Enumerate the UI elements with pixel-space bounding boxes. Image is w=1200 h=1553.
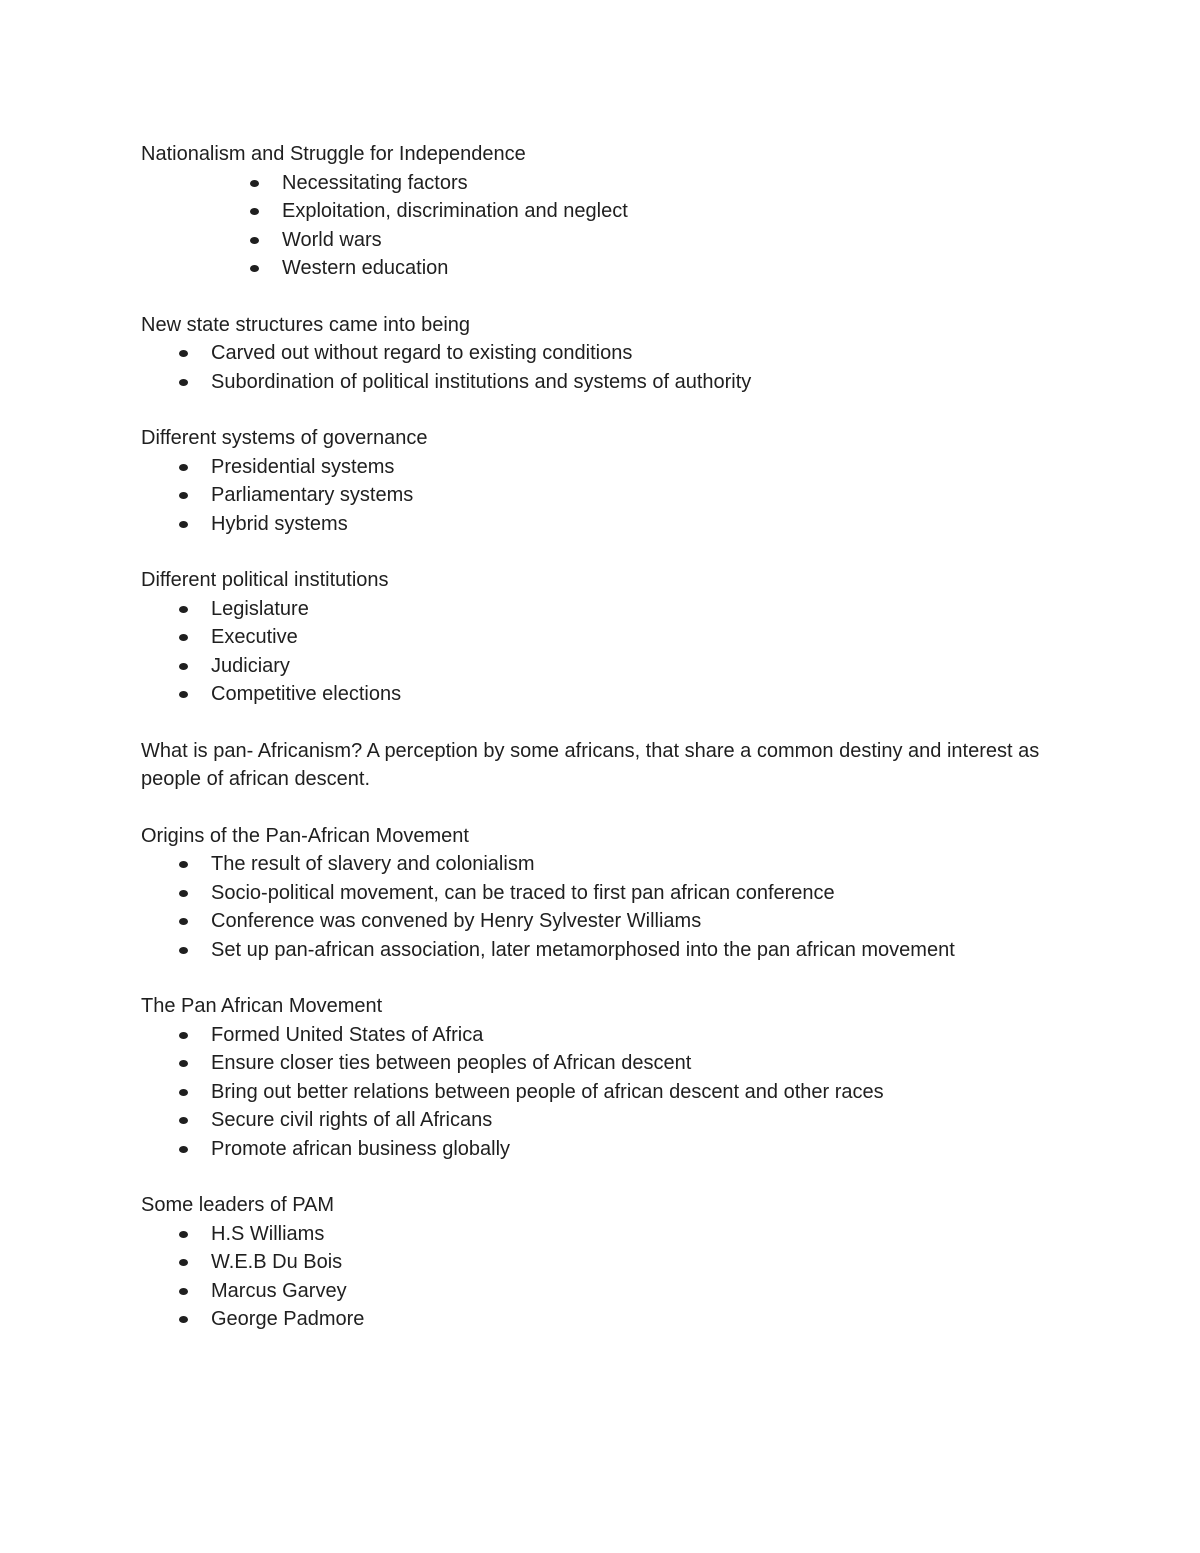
list-item-text: H.S Williams: [211, 1222, 325, 1245]
bullet-icon: [179, 379, 188, 386]
list-item: [141, 169, 1041, 198]
bullet-icon: [179, 1060, 188, 1067]
list-item-text: Executive: [211, 626, 298, 648]
list-item-text: Promote african business globally: [211, 1137, 511, 1160]
bullet-icon: [179, 1259, 188, 1266]
bullet-icon: [179, 947, 188, 954]
list-item-text: Exploitation, discrimination and neglect: [282, 200, 628, 222]
list-item: [141, 1078, 1041, 1107]
list-item: [141, 481, 1041, 510]
list-item: [141, 1248, 1041, 1277]
list-item-text: W.E.B Du Bois: [211, 1251, 343, 1273]
list-item-text: Parliamentary systems: [211, 484, 414, 506]
bullet-icon: [179, 918, 188, 925]
section-political-institutions: [141, 566, 1041, 709]
bullet-icon: [179, 606, 188, 613]
section-heading: Different systems of governance: [141, 427, 428, 449]
list-item-text: Set up pan-african association, later metamorphosed into the pan african movement: [211, 938, 955, 961]
list-item: [141, 453, 1041, 482]
list-item: [141, 1277, 1041, 1306]
section-origins: [141, 822, 1041, 965]
list-item-text: World wars: [282, 228, 382, 251]
bullet-icon: [179, 1146, 188, 1153]
bullet-list: [141, 169, 1041, 283]
bullet-icon: [179, 1316, 188, 1323]
list-item-text: Bring out better relations between people of african descent and other races: [211, 1080, 884, 1103]
list-item-text: Hybrid systems: [211, 512, 348, 535]
document-page: [141, 140, 1045, 1362]
list-item: [141, 595, 1041, 624]
bullet-icon: [179, 1288, 188, 1295]
list-item: [141, 680, 1041, 709]
list-item: [141, 1305, 1041, 1334]
list-item-text: Ensure closer ties between peoples of African descent: [211, 1052, 692, 1074]
list-item-text: Competitive elections: [211, 683, 402, 705]
definition-paragraph: What is pan- Africanism? A perception by some africans, that share a common destiny and interest as people of african descent.: [141, 739, 1045, 790]
bullet-icon: [250, 208, 259, 215]
list-item-text: Socio-political movement, can be traced to first pan african conference: [211, 881, 835, 904]
bullet-icon: [179, 861, 188, 868]
section-governance-systems: [141, 424, 1041, 538]
list-item: [141, 1135, 1041, 1164]
section-heading: Some leaders of PAM: [141, 1194, 335, 1216]
bullet-icon: [179, 634, 188, 641]
list-item-text: Presidential systems: [211, 455, 395, 478]
list-item: [141, 1106, 1041, 1135]
list-item: [141, 623, 1041, 652]
list-item-text: George Padmore: [211, 1308, 365, 1330]
bullet-icon: [179, 492, 188, 499]
list-item-text: The result of slavery and colonialism: [211, 853, 535, 875]
section-heading: The Pan African Movement: [141, 995, 383, 1017]
bullet-icon: [179, 350, 188, 357]
section-pan-africanism-definition: [141, 737, 1045, 794]
bullet-icon: [179, 1032, 188, 1039]
list-item-text: Judiciary: [211, 654, 290, 677]
list-item-text: Formed United States of Africa: [211, 1023, 484, 1046]
bullet-list: [141, 1021, 1041, 1164]
list-item-text: Conference was convened by Henry Sylvester Williams: [211, 910, 702, 932]
section-heading: New state structures came into being: [141, 313, 471, 336]
list-item-text: Carved out without regard to existing conditions: [211, 342, 633, 364]
bullet-list: [141, 339, 1041, 396]
list-item-text: Secure civil rights of all Africans: [211, 1109, 493, 1131]
list-item-text: Necessitating factors: [282, 171, 468, 194]
bullet-icon: [179, 1117, 188, 1124]
bullet-list: [141, 1220, 1041, 1334]
list-item-text: Western education: [282, 257, 449, 279]
list-item: [141, 652, 1041, 681]
bullet-icon: [179, 1231, 188, 1238]
list-item: [141, 907, 1041, 936]
list-item: [141, 197, 1041, 226]
section-pan-african-movement: [141, 992, 1041, 1163]
bullet-icon: [179, 890, 188, 897]
list-item-text: Marcus Garvey: [211, 1279, 347, 1302]
bullet-icon: [179, 691, 188, 698]
list-item: [141, 226, 1041, 255]
list-item: [141, 879, 1041, 908]
bullet-icon: [179, 1089, 188, 1096]
list-item: [141, 510, 1041, 539]
section-heading: Different political institutions: [141, 569, 389, 591]
list-item: [141, 1049, 1041, 1078]
bullet-icon: [179, 464, 188, 471]
bullet-icon: [179, 521, 188, 528]
section-leaders: [141, 1191, 1041, 1334]
bullet-icon: [250, 180, 259, 187]
bullet-list: [141, 453, 1041, 539]
bullet-list: [141, 595, 1041, 709]
bullet-icon: [250, 265, 259, 272]
list-item: [141, 1220, 1041, 1249]
bullet-list: [141, 850, 1041, 964]
list-item: [141, 339, 1041, 368]
bullet-icon: [250, 237, 259, 244]
list-item-text: Legislature: [211, 597, 309, 620]
list-item: [141, 254, 1041, 283]
section-heading: Nationalism and Struggle for Independence: [141, 143, 526, 165]
section-heading: Origins of the Pan-African Movement: [141, 824, 469, 847]
list-item-text: Subordination of political institutions and systems of authority: [211, 370, 752, 393]
bullet-icon: [179, 663, 188, 670]
list-item: [141, 1021, 1041, 1050]
list-item: [141, 368, 1041, 397]
section-nationalism: [141, 140, 1041, 283]
list-item: [141, 936, 1041, 965]
list-item: [141, 850, 1041, 879]
section-state-structures: [141, 311, 1041, 397]
